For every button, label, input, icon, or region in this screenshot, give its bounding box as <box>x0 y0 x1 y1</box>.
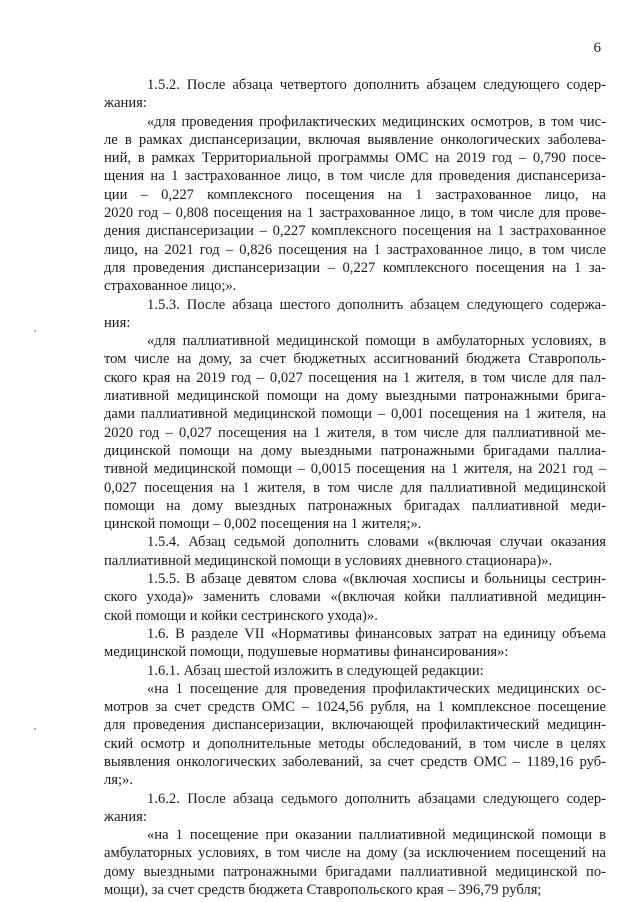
text-line: «на 1 посещение для проведения профилактических медицинских ос- <box>147 680 606 697</box>
text-line: лиативной медицинской помощи на дому выездными патронажными брига- <box>104 388 606 405</box>
text-line: помощи на дому выездных патронажных бригадах паллиативной меди- <box>104 497 606 514</box>
text-line: 1.5.3. После абзаца шестого дополнить абзацем следующего содержа- <box>147 296 606 313</box>
text-line: щения на 1 застрахованное лицо, в том числе для проведения диспансеризa- <box>104 168 606 185</box>
text-line: ского края на 2019 год – 0,027 посещения на 1 жителя, в том числе для пал- <box>104 369 606 386</box>
page-number: 6 <box>593 40 601 56</box>
text-line: мотров за счет средств ОМС – 1024,56 рубля, на 1 комплексное посещение <box>104 699 606 716</box>
text-line: ской помощи и койки сестринского ухода)». <box>104 607 378 624</box>
text-line: тивной медицинской помощи – 0,0015 посещения на 1 жителя, на 2021 год – <box>104 461 606 478</box>
text-line: дами паллиативной медицинской помощи – 0,001 посещения на 1 жителя, на <box>104 406 606 423</box>
text-line: 1.5.5. В абзаце девятом слова «(включая хосписы и больницы сестрин- <box>147 571 606 588</box>
text-line: паллиативной медицинской помощи в условиях дневного стационара)». <box>104 552 553 569</box>
text-line: ского ухода)» заменить словами «(включая койки паллиативной медицин- <box>104 589 606 606</box>
text-line: 0,027 посещения на 1 жителя, в том числе для паллиативной медицинской <box>104 479 606 496</box>
text-line: страхованное лицо;». <box>104 278 237 295</box>
text-line: для проведения диспансеризации – 0,227 комплексного посещения на 1 за- <box>104 259 606 276</box>
text-line: 1.6. В разделе VII «Нормативы финансовых затрат на единицу объема <box>147 625 606 642</box>
text-line: жания: <box>104 95 147 112</box>
text-line: дения диспансеризации – 0,227 комплексного посещения на 1 застрахованное <box>104 223 606 240</box>
document-body <box>104 76 606 899</box>
text-line: ский осмотр и дополнительные методы обследований, в том числе в целях <box>104 735 606 752</box>
text-line: «для паллиативной медицинской помощи в амбулаторных условиях, в <box>147 333 606 350</box>
text-line: ния: <box>104 314 131 331</box>
text-line: медицинской помощи, подушевые нормативы финансирования»: <box>104 644 509 661</box>
text-line: 1.6.1. Абзац шестой изложить в следующей редакции: <box>147 662 484 679</box>
text-line: 1.6.2. После абзаца седьмого дополнить абзацами следующего содер- <box>147 790 606 807</box>
text-line: мощи), за счет средств бюджета Ставропольского края – 396,79 рубля; <box>104 882 542 899</box>
scan-speck <box>34 330 36 332</box>
text-line: «для проведения профилактических медицинских осмотров, в том чис- <box>147 113 606 130</box>
text-line: жания: <box>104 808 147 825</box>
text-line: дицинской помощи на дому выездными патронажными бригадами паллиа- <box>104 442 606 459</box>
text-line: амбулаторных условиях, в том числе на дому (за исключением посещений на <box>104 845 606 862</box>
text-line: ний, в рамках Территориальной программы ОМС на 2019 год – 0,790 посе- <box>104 150 606 167</box>
text-line: 1.5.4. Абзац седьмой дополнить словами «(включая случаи оказания <box>147 534 606 551</box>
text-line: ля;». <box>104 772 133 789</box>
text-line: ле в рамках диспансеризации, включая выявление онкологических заболева- <box>104 131 606 148</box>
text-line: 2020 год – 0,027 посещения на 1 жителя, в том числе для паллиативной ме- <box>104 424 606 441</box>
text-line: том числе на дому, за счет бюджетных ассигнований бюджета Ставрополь- <box>104 351 606 368</box>
text-line: «на 1 посещение при оказании паллиативной медицинской помощи в <box>147 827 606 844</box>
scan-speck <box>34 728 36 730</box>
text-line: дому выездными патронажными бригадами паллиативной медицинской по- <box>104 863 606 880</box>
text-line: цинской помощи – 0,002 посещения на 1 жителя;». <box>104 516 422 533</box>
text-line: 1.5.2. После абзаца четвертого дополнить абзацем следующего содер- <box>147 77 606 93</box>
text-line: 2020 год – 0,808 посещения на 1 застрахованное лицо, в том числе для прове- <box>104 205 606 222</box>
text-line: лицо, на 2021 год – 0,826 посещения на 1 застрахованное лицо, в том числе <box>104 241 606 258</box>
text-line: выявления онкологических заболеваний, за счет средств ОМС – 1189,16 руб- <box>104 753 606 770</box>
text-line: для проведения диспансеризации, включающей профилактический медицин- <box>104 717 606 734</box>
text-line: ции – 0,227 комплексного посещения на 1 застрахованное лицо, на <box>104 186 606 203</box>
